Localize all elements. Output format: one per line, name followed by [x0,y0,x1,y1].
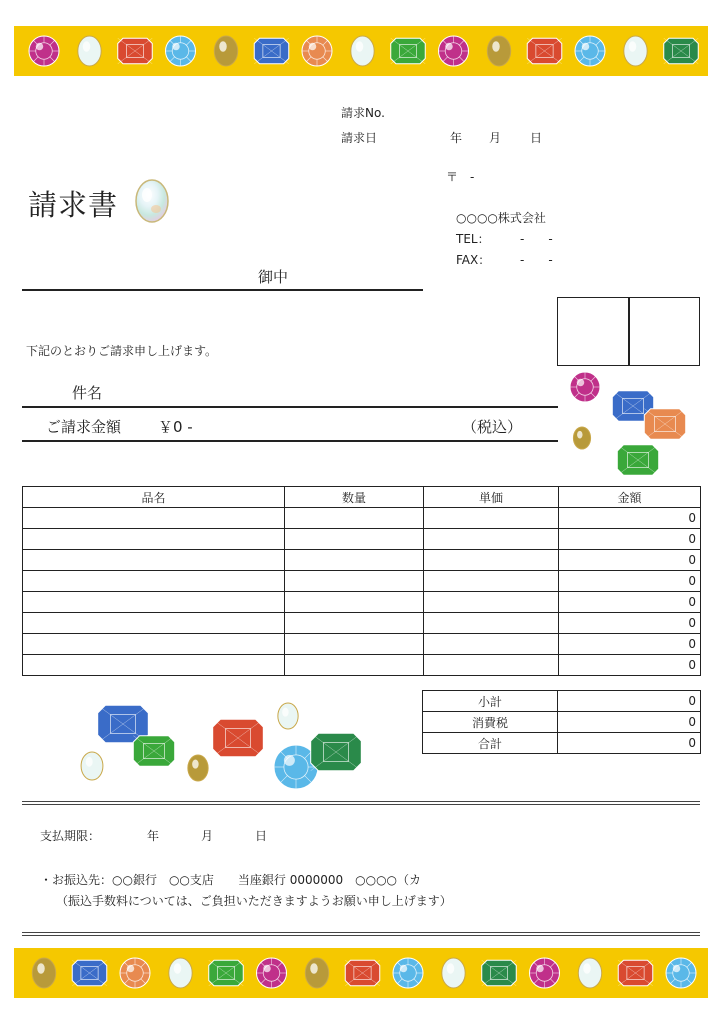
intro-text: 下記のとおりご請求申し上げます。 [26,344,218,358]
subject-label: 件名 [72,384,103,402]
sapphire-gem-icon [72,960,107,986]
unit-price-cell[interactable] [424,529,559,550]
diamond-gem-icon [575,36,605,66]
tel-value: - - [520,232,553,246]
subject-underline [22,406,558,408]
items-header-row [23,487,701,508]
orange-gem-icon [302,36,332,66]
quantity-cell[interactable] [285,613,424,634]
topaz-gem-icon [573,427,590,449]
invoice-no-label: 請求No. [341,106,385,120]
quantity-cell[interactable] [285,550,424,571]
amount-value: ￥0 - [158,418,193,436]
bottom-gem-row [14,948,708,998]
bottom-gem-border [14,948,708,998]
top-gem-row [14,26,708,76]
ruby-gem-icon [345,960,380,986]
amount-cell: 0 [559,571,701,592]
amount-cell: 0 [559,508,701,529]
ruby-gem-icon [118,38,153,64]
opal-gem-icon [78,36,101,66]
pink-gem-icon [29,36,59,66]
opal-gem-icon [278,703,298,729]
emerald-gem-icon [617,445,658,476]
unit-price-cell[interactable] [424,655,559,676]
pink-gem-icon [439,36,469,66]
unit-price-cell[interactable] [424,550,559,571]
item-name-cell[interactable] [23,613,285,634]
opal-gem-icon [133,177,171,225]
date-month: 月 [489,131,502,145]
deadline-month: 月 [201,829,214,843]
amount-label: ご請求金額 [46,418,122,436]
quantity-cell[interactable] [285,508,424,529]
total-row [423,733,701,754]
item-name-cell[interactable] [23,550,285,571]
topaz-gem-icon [214,36,237,66]
emerald-gem-icon [391,38,426,64]
emerald-gem-icon [311,733,362,770]
unit-price-cell[interactable] [424,592,559,613]
postal-code: 〒 - [446,170,475,184]
table-row [23,592,701,613]
pink-gem-icon [570,372,600,402]
emerald-gem-icon [133,736,174,767]
ruby-gem-icon [527,38,562,64]
tax-row [423,712,701,733]
deadline-year: 年 [147,829,160,843]
fax-label: FAX： [456,253,491,267]
opal-gem-icon [81,752,103,780]
opal-gem-icon [351,36,374,66]
tax-label: 消費税 [423,712,558,733]
col-amount: 金額 [559,487,701,508]
table-row [23,550,701,571]
total-label: 合計 [423,733,558,754]
topaz-gem-icon [188,755,208,781]
quantity-cell[interactable] [285,655,424,676]
table-row [23,571,701,592]
diamond-gem-icon [166,36,196,66]
divider-top [22,801,700,805]
payment-deadline-label: 支払期限： [40,829,101,843]
gem-cluster-side [560,368,700,480]
diamond-gem-icon [666,958,696,988]
table-row [23,634,701,655]
recipient-underline [22,289,423,291]
unit-price-cell[interactable] [424,634,559,655]
subtotal-value: 0 [558,691,701,712]
tax-value: 0 [558,712,701,733]
company-name: ○○○○株式会社 [456,211,546,225]
col-unit-price: 単価 [424,487,559,508]
emerald-gem-icon [482,960,517,986]
topaz-gem-icon [305,958,328,988]
item-name-cell[interactable] [23,508,285,529]
table-row [23,529,701,550]
amount-cell: 0 [559,550,701,571]
bank-transfer-info: ・お振込先：○○銀行 ○○支店 当座銀行 0000000 ○○○○（カ [40,873,422,887]
ruby-gem-icon [213,719,264,756]
tel-label: TEL： [456,232,490,246]
summary-table [422,690,701,754]
amount-underline [22,440,558,442]
amount-cell: 0 [559,655,701,676]
table-row [23,655,701,676]
quantity-cell[interactable] [285,571,424,592]
amount-cell: 0 [559,634,701,655]
gem-cluster-bottom [70,696,380,796]
emerald-gem-icon [664,38,699,64]
date-year: 年 [450,131,463,145]
transfer-fee-note: （振込手数料については、ご負担いただきますようお願い申し上げます） [56,894,452,908]
items-table [22,486,701,676]
table-row [23,613,701,634]
pink-gem-icon [257,958,287,988]
ruby-gem-icon [618,960,653,986]
unit-price-cell[interactable] [424,613,559,634]
emerald-gem-icon [209,960,244,986]
table-row [23,508,701,529]
subtotal-row [423,691,701,712]
divider-bottom [22,932,700,936]
item-name-cell[interactable] [23,634,285,655]
top-gem-border [14,26,708,76]
quantity-cell[interactable] [285,592,424,613]
date-day: 日 [530,131,543,145]
unit-price-cell[interactable] [424,508,559,529]
quantity-cell[interactable] [285,529,424,550]
pink-gem-icon [530,958,560,988]
recipient-suffix: 御中 [258,268,289,286]
orange-gem-icon [120,958,150,988]
item-name-cell[interactable] [23,592,285,613]
invoice-date-label: 請求日 [341,131,378,145]
topaz-gem-icon [487,36,510,66]
topaz-gem-icon [32,958,55,988]
fax-value: - - [520,253,553,267]
amount-cell: 0 [559,529,701,550]
amount-cell: 0 [559,592,701,613]
col-quantity: 数量 [285,487,424,508]
total-value: 0 [558,733,701,754]
amount-cell: 0 [559,613,701,634]
item-name-cell[interactable] [23,571,285,592]
opal-gem-icon [578,958,601,988]
opal-gem-icon [624,36,647,66]
seal-divider [628,297,630,366]
unit-price-cell[interactable] [424,571,559,592]
subtotal-label: 小計 [423,691,558,712]
col-item-name: 品名 [23,487,285,508]
diamond-gem-icon [393,958,423,988]
item-name-cell[interactable] [23,655,285,676]
quantity-cell[interactable] [285,634,424,655]
deadline-day: 日 [255,829,268,843]
document-title: 請求書 [28,188,119,222]
orange-gem-icon [644,409,685,440]
tax-note: （税込） [462,418,523,436]
sapphire-gem-icon [254,38,289,64]
item-name-cell[interactable] [23,529,285,550]
opal-gem-icon [442,958,465,988]
opal-gem-icon [169,958,192,988]
